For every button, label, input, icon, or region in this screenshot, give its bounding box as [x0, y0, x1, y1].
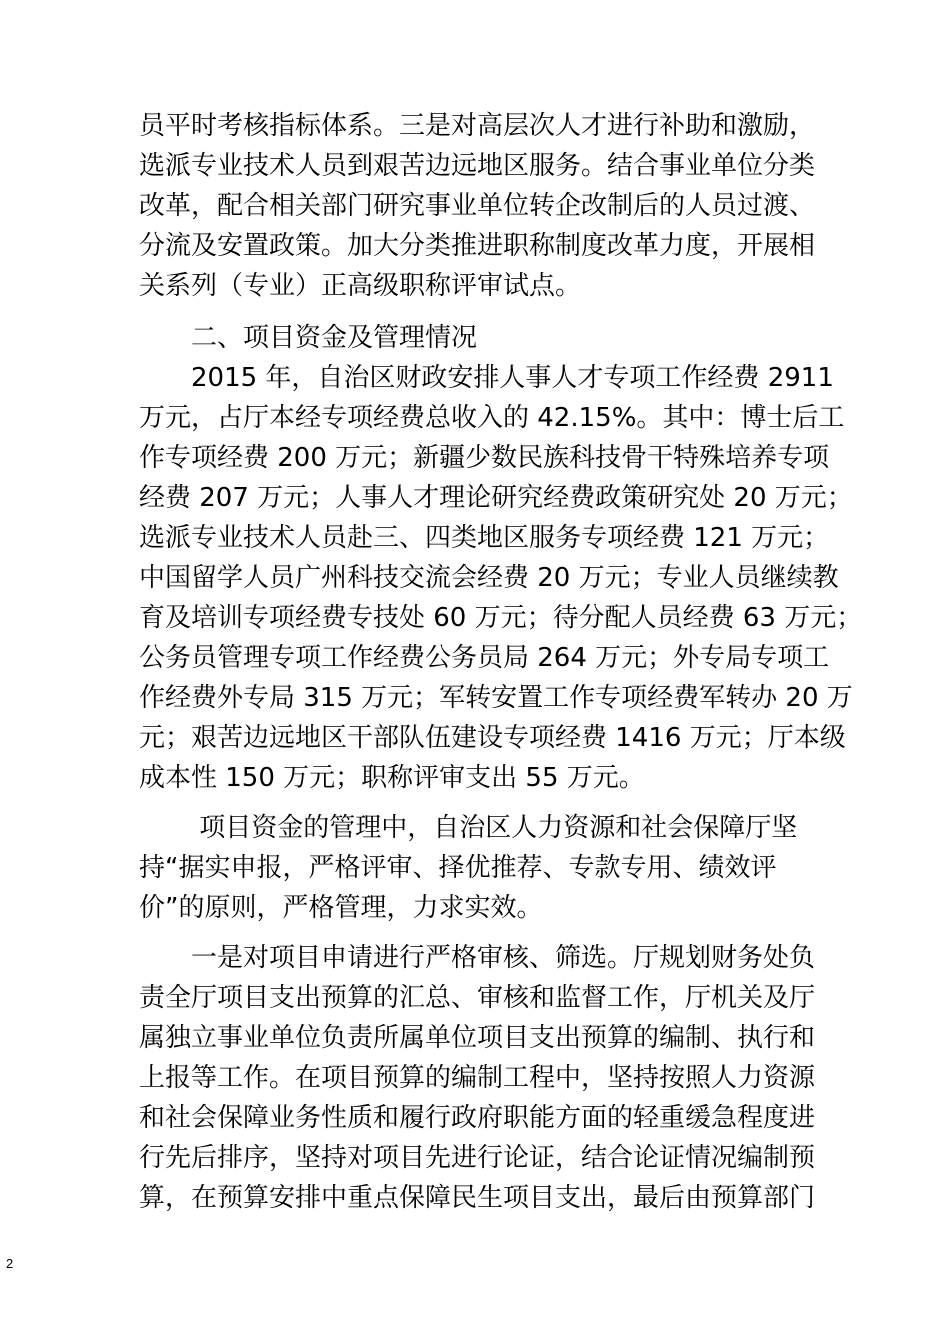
text-line: 分流及安置政策。加大分类推进职称制度改革力度，开展相 — [139, 231, 816, 261]
text-line: 万元，占厅本经专项经费总收入的 42.15%。其中：博士后工 — [139, 403, 845, 433]
text-line: 关系列（专业）正高级职称评审试点。 — [139, 271, 582, 301]
page-number: 2 — [6, 1256, 14, 1271]
paragraph-2 — [139, 358, 863, 798]
paragraph-4 — [139, 938, 829, 1218]
text-line: 作专项经费 200 万元；新疆少数民族科技骨干特殊培养专项 — [139, 443, 830, 473]
text-line: 经费 207 万元；人事人才理论研究经费政策研究处 20 万元； — [139, 483, 853, 513]
section-heading — [139, 318, 829, 358]
text-line: 作经费外专局 315 万元；军转安置工作专项经费军转办 20 万 — [139, 683, 853, 713]
text-line: 选派专业技术人员到艰苦边远地区服务。结合事业单位分类 — [139, 151, 816, 181]
text-line: 价”的原则，严格管理，力求实效。 — [139, 893, 543, 923]
heading-text: 二、项目资金及管理情况 — [139, 323, 478, 353]
paragraph-3 — [139, 808, 829, 928]
text-line: 属独立事业单位负责所属单位项目支出预算的编制、执行和 — [139, 1023, 816, 1053]
text-line: 选派专业技术人员赴三、四类地区服务专项经费 121 万元； — [139, 523, 830, 553]
text-line: 项目资金的管理中，自治区人力资源和社会保障厅坚 — [139, 813, 798, 843]
text-line: 上报等工作。在项目预算的编制工程中，坚持按照人力资源 — [139, 1063, 816, 1093]
text-line: 一是对项目申请进行严格审核、筛选。厅规划财务处负 — [139, 943, 816, 973]
text-line: 改革，配合相关部门研究事业单位转企改制后的人员过渡、 — [139, 191, 816, 221]
text-line: 中国留学人员广州科技交流会经费 20 万元；专业人员继续教 — [139, 563, 839, 593]
text-line: 员平时考核指标体系。三是对高层次人才进行补助和激励， — [139, 111, 816, 141]
text-line: 持“据实申报，严格评审、择优推荐、专款专用、绩效评 — [139, 853, 777, 883]
text-line: 行先后排序，坚持对项目先进行论证，结合论证情况编制预 — [139, 1143, 816, 1173]
document-body — [139, 106, 863, 1218]
paragraph-1 — [139, 106, 829, 306]
text-line: 成本性 150 万元；职称评审支出 55 万元。 — [139, 763, 645, 793]
text-line: 育及培训专项经费专技处 60 万元；待分配人员经费 63 万元； — [139, 603, 863, 633]
text-line: 算，在预算安排中重点保障民生项目支出，最后由预算部门 — [139, 1183, 816, 1213]
text-line: 公务员管理专项工作经费公务员局 264 万元；外专局专项工 — [139, 643, 830, 673]
text-line: 元；艰苦边远地区干部队伍建设专项经费 1416 万元；厅本级 — [139, 723, 846, 753]
text-line: 和社会保障业务性质和履行政府职能方面的轻重缓急程度进 — [139, 1103, 816, 1133]
text-line: 责全厅项目支出预算的汇总、审核和监督工作，厅机关及厅 — [139, 983, 816, 1013]
text-line: 2015 年，自治区财政安排人事人才专项工作经费 2911 — [139, 363, 834, 393]
